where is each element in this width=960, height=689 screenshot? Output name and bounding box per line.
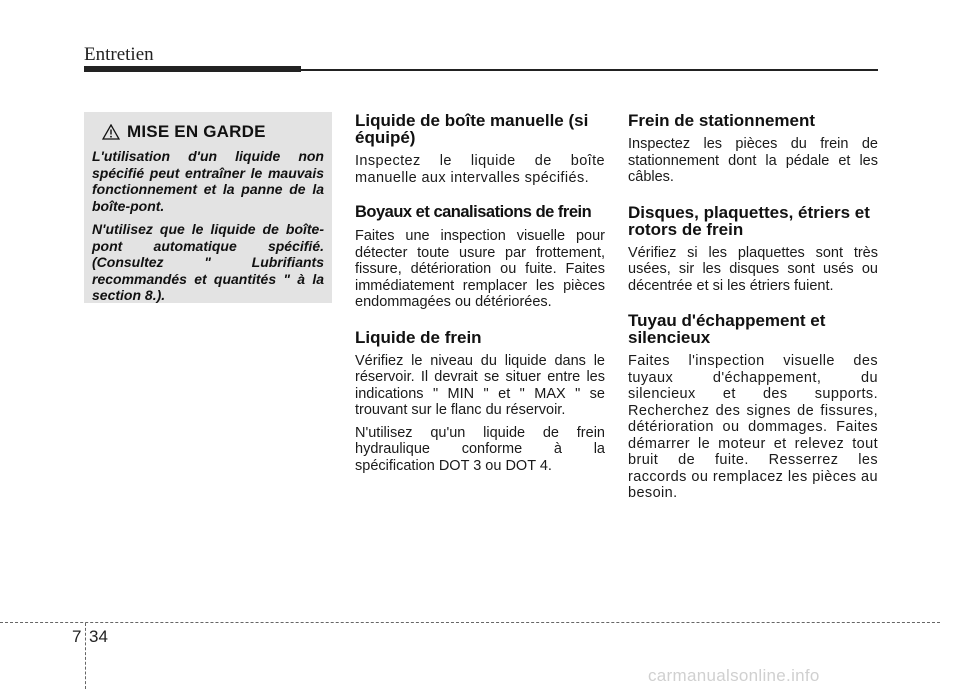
section-text-discs-pads: Vérifiez si les plaquettes sont très usées, sir les disques sont usés ou décentrée et si les étriers fuient.: [628, 244, 878, 294]
header-rule-thin: [301, 69, 878, 71]
warning-paragraph-2: N'utilisez que le liquide de boîte-pont automatique spécifié. (Consultez " Lubrifiants recommandés et quantités " à la section 8.).: [92, 221, 324, 303]
warning-title: MISE EN GARDE: [127, 122, 266, 141]
warning-box: [84, 112, 332, 303]
section-title-parking-brake: Frein de stationnement: [628, 111, 816, 130]
footer-chapter-number: 7: [72, 627, 82, 646]
section-text-parking-brake: Inspectez les pièces du frein de stationnement dont la pédale et les câbles.: [628, 136, 878, 185]
footer-page-number: 34: [89, 627, 108, 646]
footer-dashed-rule: [0, 622, 940, 623]
section-text-exhaust: Faites l'inspection visuelle des tuyaux d'échappement, du silencieux et des supports. Recherchez des signes de fissures, détérioration ou dommages. Faites démarrer le moteur et relevez tout bruit de fuite. Resserrez les raccords ou remplacez les pièces au besoin.: [628, 353, 878, 501]
section-title-brake-fluid: Liquide de frein: [355, 327, 482, 347]
section-text-brake-lines: Faites une inspection visuelle pour détecter toute usure par frottement, fissure, détérioration ou fuite. Faites immédiatement remplacer les pièces endommagées ou détériorées.: [355, 228, 605, 310]
section-text-brake-fluid-2: N'utilisez qu'un liquide de frein hydraulique conforme à la spécification DOT 3 ou DOT 4.: [355, 424, 605, 474]
section-text-brake-fluid-1: Vérifiez le niveau du liquide dans le réservoir. Il devrait se situer entre les indications " MIN " et " MAX " se trouvant sur le flanc du réservoir.: [355, 352, 605, 418]
page-header-title: Entretien: [84, 44, 154, 65]
header-rule-thick: [84, 66, 301, 72]
section-text-manual-fluid: Inspectez le liquide de boîte manuelle aux intervalles spécifiés.: [355, 153, 605, 186]
section-title-discs-pads: Disques, plaquettes, étriers et rotors de frein: [628, 202, 870, 239]
warning-triangle-icon: [102, 124, 120, 140]
section-title-brake-lines: Boyaux et canalisations de frein: [355, 203, 592, 221]
section-title-exhaust: Tuyau d'échappement et silencieux: [628, 311, 826, 347]
warning-paragraph-1: L'utilisation d'un liquide non spécifié peut entraîner le mauvais fonctionnement et la panne de la boîte-pont.: [92, 148, 324, 214]
column-2: [355, 112, 605, 480]
warning-header: [102, 122, 324, 142]
column-3: [628, 112, 878, 508]
footer-dashed-divider: [85, 623, 86, 689]
watermark-text: carmanualsonline.info: [648, 666, 820, 685]
section-title-manual-fluid: Liquide de boîte manuelle (si équipé): [355, 111, 589, 147]
